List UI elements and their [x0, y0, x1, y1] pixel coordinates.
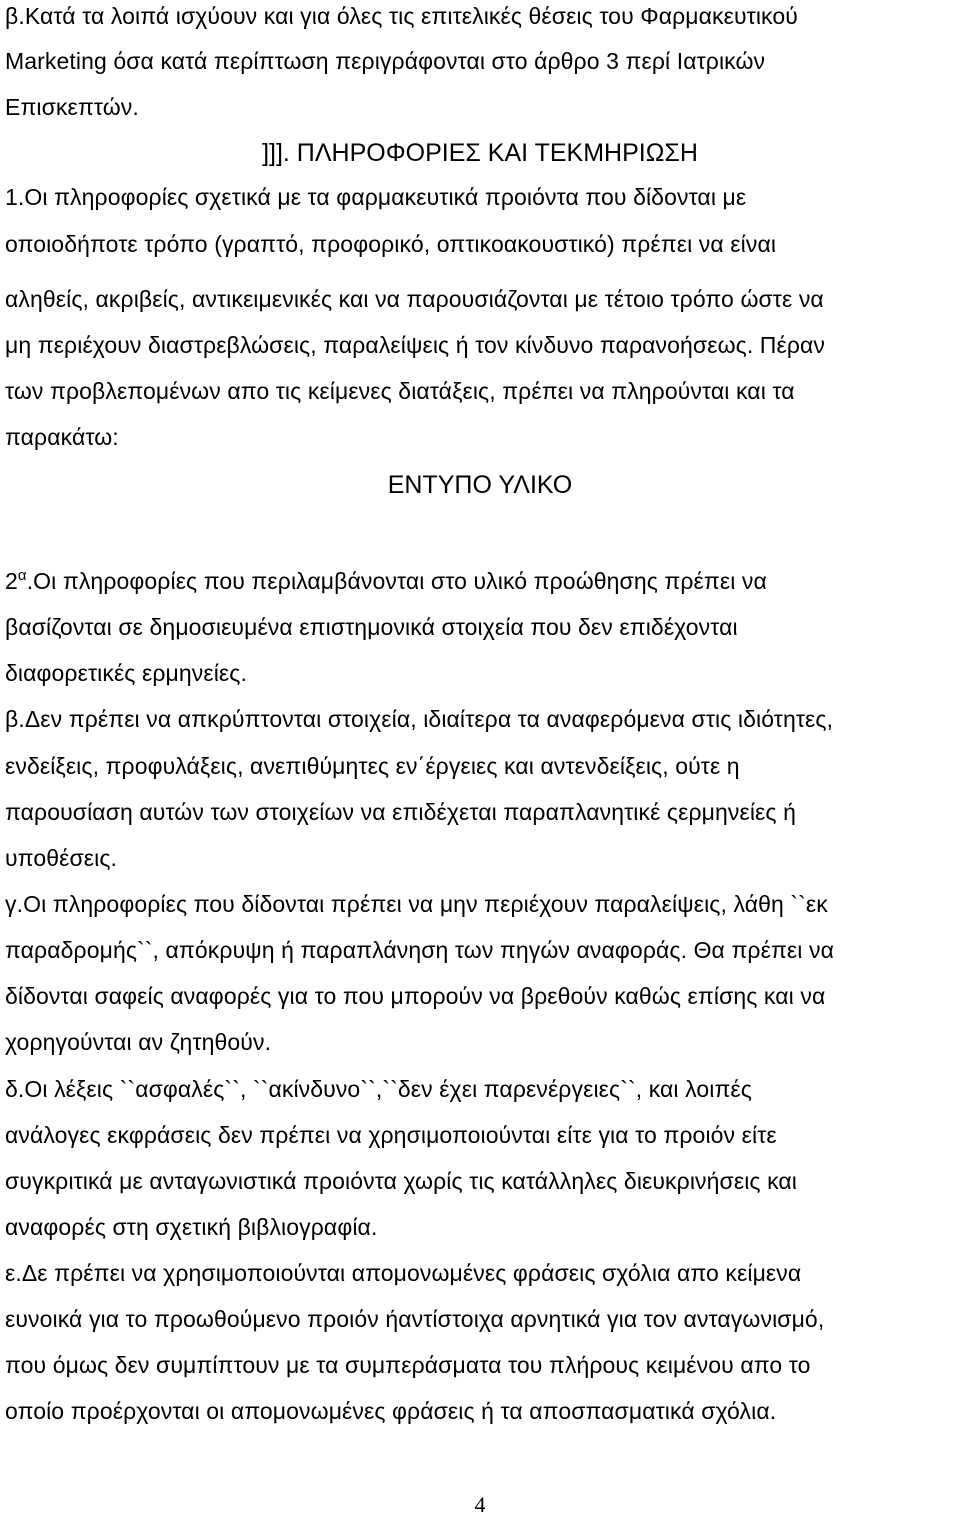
para-b-line-3: παρουσίαση αυτών των στοιχείων να επιδέχεται παραπλανητικέ ςερμηνείες ή — [5, 799, 796, 825]
para-d-line-4: αναφορές στη σχετική βιβλιογραφία. — [5, 1214, 378, 1240]
para-g-line-1: γ.Οι πληροφορίες που δίδονται πρέπει να μην περιέχουν παραλείψεις, λάθη ``εκ — [5, 891, 828, 917]
para1-line-1: 1.Οι πληροφορίες σχετικά με τα φαρμακευτικά προιόντα που δίδονται με — [5, 184, 747, 210]
para-b-line-1: β.Δεν πρέπει να απκρύπτονται στοιχεία, ιδιαίτερα τα αναφερόμενα στις ιδιότητες, — [5, 706, 834, 732]
para1-line-6: παρακάτω: — [5, 424, 119, 450]
section-heading: ]]]. ΠΛΗΡΟΦΟΡΙΕΣ ΚΑΙ ΤΕΚΜΗΡΙΩΣΗ — [262, 139, 698, 167]
para-d-line-3: συγκριτικά με ανταγωνιστικά προιόντα χωρίς τις κατάλληλες διευκρινήσεις και — [5, 1168, 798, 1194]
para-b-line-4: υποθέσεις. — [5, 845, 117, 871]
para1-line-2: οποιοδήποτε τρόπο (γραπτό, προφορικό, οπτικοακουστικό) πρέπει να είναι — [5, 231, 777, 257]
para1-line-3: αληθείς, ακριβείς, αντικειμενικές και να παρουσιάζονται με τέτοιο τρόπο ώστε να — [5, 286, 824, 312]
intro-line-1: β.Κατά τα λοιπά ισχύουν και για όλες τις επιτελικές θέσεις του Φαρμακευτικού — [5, 3, 798, 29]
intro-line-2: Marketing όσα κατά περίπτωση περιγράφονται στο άρθρο 3 περί Ιατρικών — [5, 48, 766, 74]
subheading: ΕΝΤΥΠΟ ΥΛΙΚΟ — [387, 471, 573, 499]
para-b-line-2: ενδείξεις, προφυλάξεις, ανεπιθύμητες εν΄έργειες και αντενδείξεις, ούτε η — [5, 753, 740, 779]
para-g-line-2: παραδρομής``, απόκρυψη ή παραπλάνηση των πηγών αναφοράς. Θα πρέπει να — [5, 937, 834, 963]
para1-line-5: των προβλεπομένων απο τις κείμενες διατάξεις, πρέπει να πληρούνται και τα — [5, 378, 795, 404]
para-d-line-1: δ.Οι λέξεις ``ασφαλές``, ``ακίνδυνο``,``δεν έχει παρενέργειες``, και λοιπές — [5, 1076, 752, 1102]
para-g-line-4: χορηγούνται αν ζητηθούν. — [5, 1029, 272, 1055]
para2-line-1 — [5, 567, 767, 595]
para2-number: 2 — [5, 568, 18, 594]
para2-line-2: βασίζονται σε δημοσιευμένα επιστημονικά στοιχεία που δεν επιδέχονται — [5, 614, 738, 640]
para-e-line-4: οποίο προέρχονται οι απομονωμένες φράσεις ή τα αποσπασματικά σχόλια. — [5, 1398, 777, 1424]
para-d-line-2: ανάλογες εκφράσεις δεν πρέπει να χρησιμοποιούνται είτε για το προιόν είτε — [5, 1122, 777, 1148]
para-e-line-2: ευνοικά για το προωθούμενο προιόν ήαντίστοιχα αρνητικά για τον ανταγωνισμό, — [5, 1306, 825, 1332]
para2-first-line-text: .Οι πληροφορίες που περιλαμβάνονται στο υλικό προώθησης πρέπει να — [26, 568, 767, 594]
para-g-line-3: δίδονται σαφείς αναφορές για το που μπορούν να βρεθούν καθώς επίσης και να — [5, 983, 826, 1009]
para2-superscript: α — [17, 567, 27, 584]
para-e-line-1: ε.Δε πρέπει να χρησιμοποιούνται απομονωμένες φράσεις σχόλια απο κείμενα — [5, 1260, 802, 1286]
page-number: 4 — [474, 1492, 486, 1517]
para2-line-3: διαφορετικές ερμηνείες. — [5, 660, 247, 686]
para1-line-4: μη περιέχουν διαστρεβλώσεις, παραλείψεις ή τον κίνδυνο παρανοήσεως. Πέραν — [5, 332, 826, 358]
para-e-line-3: που όμως δεν συμπίπτουν με τα συμπεράσματα του πλήρους κειμένου απο το — [5, 1352, 811, 1378]
intro-line-3: Επισκεπτών. — [5, 94, 139, 120]
